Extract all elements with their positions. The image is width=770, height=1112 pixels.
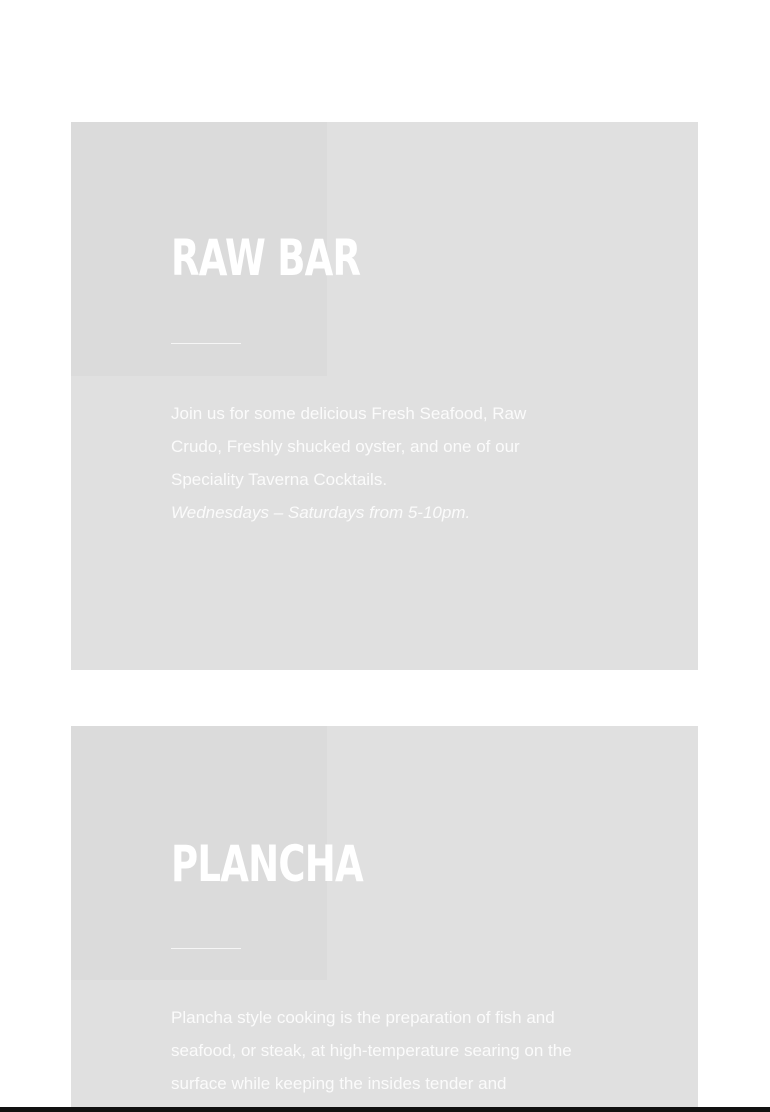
bottom-edge-bar	[0, 1107, 770, 1112]
raw-bar-title: RAW BAR	[171, 229, 361, 287]
raw-bar-description: Join us for some delicious Fresh Seafood, Raw Crudo, Freshly shucked oyster, and one of our Speciality Taverna Cocktails.	[171, 404, 527, 489]
plancha-description: Plancha style cooking is the preparation of fish and seafood, or steak, at high-temperature searing on the surface while keeping the insides tender and	[171, 1008, 572, 1093]
title-divider	[171, 948, 241, 949]
raw-bar-hours: Wednesdays – Saturdays from 5-10pm.	[171, 503, 471, 522]
raw-bar-card	[71, 122, 698, 670]
plancha-card	[71, 726, 698, 1112]
plancha-title: PLANCHA	[171, 835, 363, 893]
title-divider	[171, 343, 241, 344]
